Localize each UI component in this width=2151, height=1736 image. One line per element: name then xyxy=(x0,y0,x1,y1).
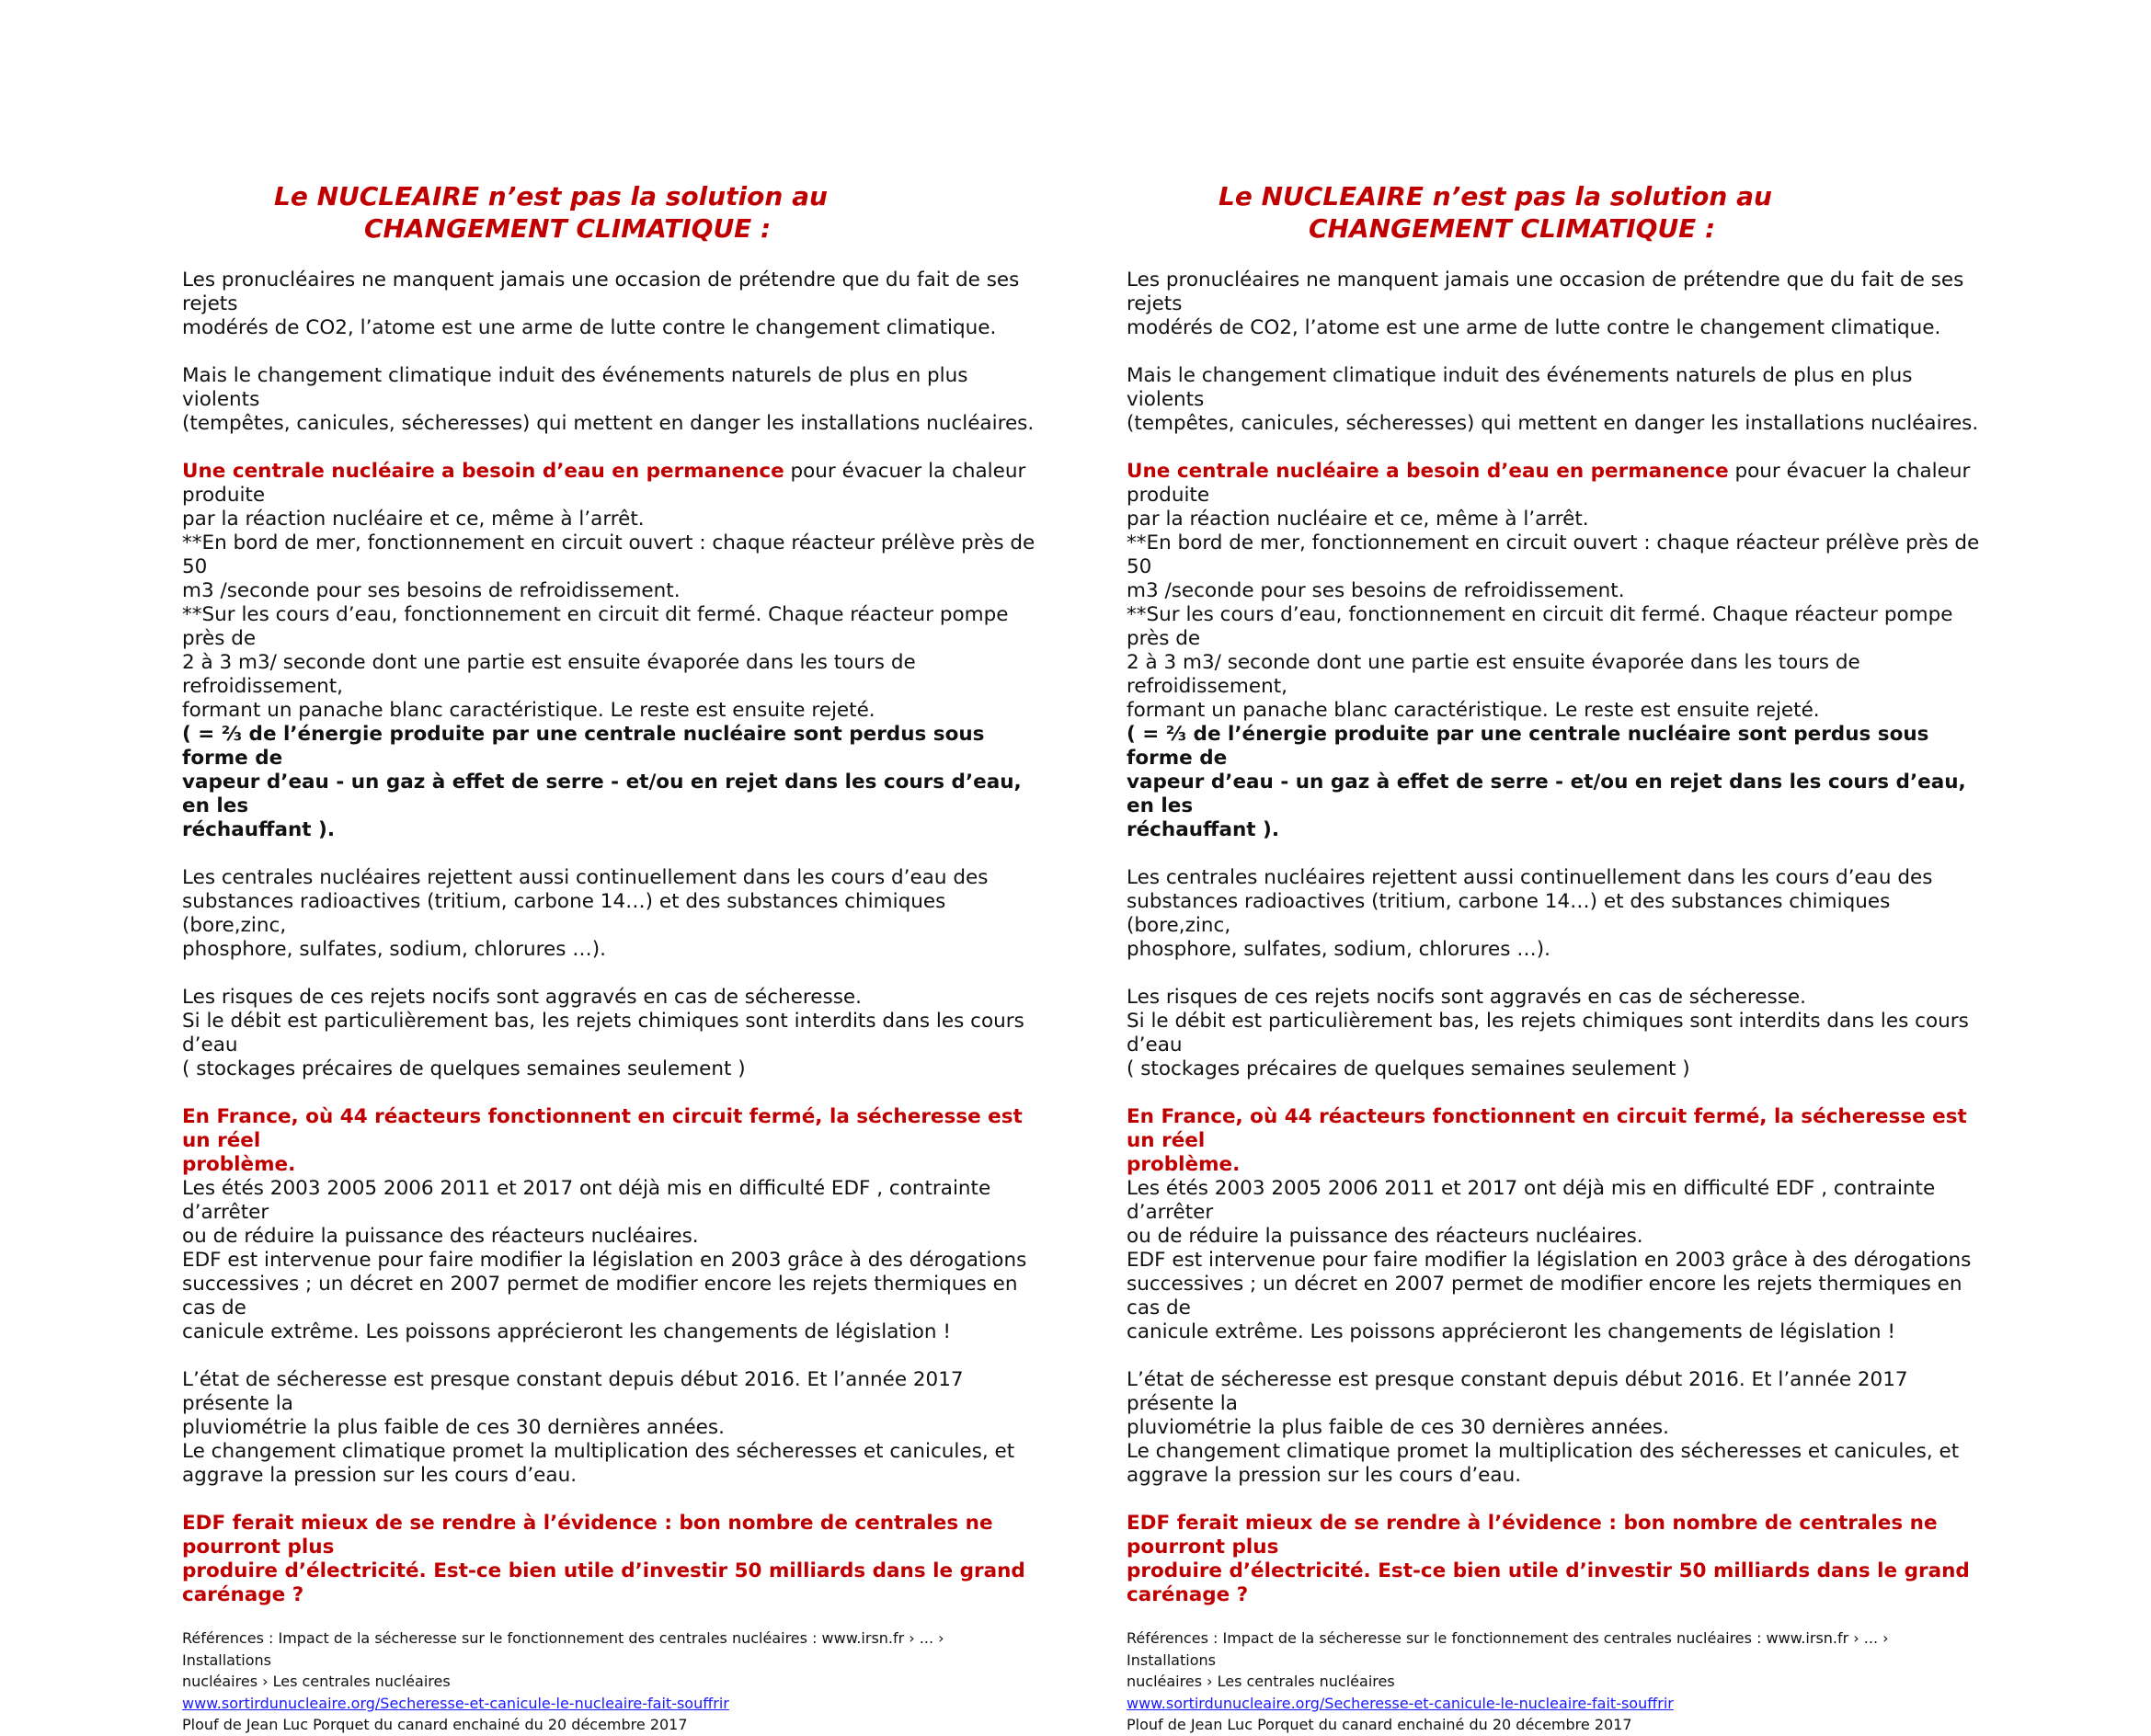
paragraph-risks xyxy=(182,986,1037,1081)
text-line: successives ; un décret en 2007 permet de modifier encore les rejets thermiques en cas de xyxy=(1127,1273,1962,1319)
text-line: aggrave la pression sur les cours d’eau. xyxy=(182,1464,578,1487)
text-line-bold: vapeur d’eau - un gaz à effet de serre - et/ou en rejet dans les cours d’eau, en les xyxy=(1127,771,1966,817)
text-line: Les risques de ces rejets nocifs sont aggravés en cas de sécheresse. xyxy=(182,986,862,1009)
text-line-red: EDF ferait mieux de se rendre à l’évidence : bon nombre de centrales ne pourront plus xyxy=(182,1512,993,1559)
text-line: EDF est intervenue pour faire modifier la législation en 2003 grâce à des dérogations xyxy=(1127,1249,1972,1272)
title-line-1: Le NUCLEAIRE n’est pas la solution au xyxy=(1219,181,1772,211)
text-line: pluviométrie la plus faible de ces 30 dernières années. xyxy=(182,1416,725,1439)
text-line-red: produire d’électricité. Est-ce bien utile d’investir 50 milliards dans le grand carénage ? xyxy=(182,1559,1025,1606)
text-line-bold: ( = ⅔ de l’énergie produite par une centrale nucléaire sont perdus sous forme de xyxy=(182,723,985,770)
text-line: formant un panache blanc caractéristique. Le reste est ensuite rejeté. xyxy=(182,699,875,722)
text-line: successives ; un décret en 2007 permet de modifier encore les rejets thermiques en cas de xyxy=(182,1273,1018,1319)
text-line: ou de réduire la puissance des réacteurs nucléaires. xyxy=(182,1225,699,1248)
text-line: L’état de sécheresse est presque constant depuis début 2016. Et l’année 2017 présente la xyxy=(182,1368,964,1415)
text-line-red: En France, où 44 réacteurs fonctionnent en circuit fermé, la sécheresse est un réel xyxy=(182,1105,1023,1152)
text-line: Les centrales nucléaires rejettent aussi continuellement dans les cours d’eau des xyxy=(1127,866,1933,889)
text-line: Mais le changement climatique induit des événements naturels de plus en plus violents xyxy=(182,364,968,411)
text-line: aggrave la pression sur les cours d’eau. xyxy=(1127,1464,1522,1487)
text-line: m3 /seconde pour ses besoins de refroidissement. xyxy=(1127,579,1625,602)
text-line: modérés de CO2, l’atome est une arme de lutte contre le changement climatique. xyxy=(182,316,997,339)
reference-line: Références : Impact de la sécheresse sur le fonctionnement des centrales nucléaires : www.irsn.fr › ... › Installations xyxy=(1127,1629,1889,1669)
title-line-2: CHANGEMENT CLIMATIQUE : xyxy=(1309,213,1716,244)
text-line: L’état de sécheresse est presque constant depuis début 2016. Et l’année 2017 présente la xyxy=(1127,1368,1908,1415)
reference-link-line xyxy=(1127,1693,1982,1715)
paragraph-intro xyxy=(1127,268,1982,340)
text-line xyxy=(182,460,1037,508)
text-line: canicule extrême. Les poissons apprécieront les changements de législation ! xyxy=(182,1320,952,1343)
paragraph-water xyxy=(182,460,1037,842)
text-line: modérés de CO2, l’atome est une arme de lutte contre le changement climatique. xyxy=(1127,316,1941,339)
text-line: Les risques de ces rejets nocifs sont aggravés en cas de sécheresse. xyxy=(1127,986,1806,1009)
paragraph-danger xyxy=(182,364,1037,436)
text-line: (tempêtes, canicules, sécheresses) qui mettent en danger les installations nucléaires. xyxy=(1127,412,1979,435)
text-line-red: EDF ferait mieux de se rendre à l’évidence : bon nombre de centrales ne pourront plus xyxy=(1127,1512,1938,1559)
text-line-bold: réchauffant ). xyxy=(1127,818,1280,841)
text-line-red: problème. xyxy=(1127,1153,1241,1176)
references xyxy=(182,1628,1037,1736)
text-line: 2 à 3 m3/ seconde dont une partie est ensuite évaporée dans les tours de refroidissement, xyxy=(1127,651,1860,698)
paragraph-conclusion xyxy=(1127,1512,1982,1607)
text-line: Mais le changement climatique induit des événements naturels de plus en plus violents xyxy=(1127,364,1913,411)
reference-line: Plouf de Jean Luc Porquet du canard enchainé du 20 décembre 2017 xyxy=(1127,1716,1632,1733)
paragraph-danger xyxy=(1127,364,1982,436)
text-line: Les étés 2003 2005 2006 2011 et 2017 ont déjà mis en difficulté EDF , contrainte d’arrêter xyxy=(182,1177,991,1224)
reference-link-line xyxy=(182,1693,1037,1715)
flyer-title xyxy=(182,180,1037,245)
text-line: par la réaction nucléaire et ce, même à l’arrêt. xyxy=(182,508,645,531)
text-line: Le changement climatique promet la multiplication des sécheresses et canicules, et xyxy=(1127,1440,1960,1463)
title-line-2: CHANGEMENT CLIMATIQUE : xyxy=(364,213,772,244)
text-line: substances radioactives (tritium, carbone 14…) et des substances chimiques (bore,zinc, xyxy=(1127,890,1891,937)
references xyxy=(1127,1628,1982,1736)
text-line-red: produire d’électricité. Est-ce bien utile d’investir 50 milliards dans le grand carénage ? xyxy=(1127,1559,1970,1606)
paragraph-france xyxy=(182,1105,1037,1344)
reference-line: nucléaires › Les centrales nucléaires xyxy=(1127,1673,1395,1690)
paragraph-drought xyxy=(1127,1368,1982,1488)
text-line: Les étés 2003 2005 2006 2011 et 2017 ont déjà mis en difficulté EDF , contrainte d’arrêter xyxy=(1127,1177,1936,1224)
text-line: **Sur les cours d’eau, fonctionnement en circuit dit fermé. Chaque réacteur pompe près de xyxy=(1127,603,1953,650)
text-line xyxy=(1127,460,1982,508)
text-line-bold: ( = ⅔ de l’énergie produite par une centrale nucléaire sont perdus sous forme de xyxy=(1127,723,1929,770)
paragraph-drought xyxy=(182,1368,1037,1488)
text-line: EDF est intervenue pour faire modifier la législation en 2003 grâce à des dérogations xyxy=(182,1249,1027,1272)
text-line: Les centrales nucléaires rejettent aussi continuellement dans les cours d’eau des xyxy=(182,866,989,889)
text-line: formant un panache blanc caractéristique. Le reste est ensuite rejeté. xyxy=(1127,699,1820,722)
text-line: ( stockages précaires de quelques semaines seulement ) xyxy=(182,1057,746,1080)
text-line: phosphore, sulfates, sodium, chlorures …). xyxy=(1127,938,1551,961)
text-line: **Sur les cours d’eau, fonctionnement en circuit dit fermé. Chaque réacteur pompe près de xyxy=(182,603,1009,650)
paragraph-conclusion xyxy=(182,1512,1037,1607)
paragraph-intro xyxy=(182,268,1037,340)
text-line: pluviométrie la plus faible de ces 30 dernières années. xyxy=(1127,1416,1669,1439)
text-line: **En bord de mer, fonctionnement en circuit ouvert : chaque réacteur prélève près de 50 xyxy=(182,531,1035,578)
text-line-red: En France, où 44 réacteurs fonctionnent en circuit fermé, la sécheresse est un réel xyxy=(1127,1105,1967,1152)
reference-line: Plouf de Jean Luc Porquet du canard enchainé du 20 décembre 2017 xyxy=(182,1716,688,1733)
text-line: Les pronucléaires ne manquent jamais une occasion de prétendre que du fait de ses rejets xyxy=(182,268,1020,315)
text-line: ou de réduire la puissance des réacteurs nucléaires. xyxy=(1127,1225,1643,1248)
text-fragment: pour évacuer la chaleur produite xyxy=(182,460,1026,507)
flyer-title xyxy=(1127,180,1982,245)
text-line: Si le débit est particulièrement bas, les rejets chimiques sont interdits dans les cours d’eau xyxy=(182,1010,1024,1056)
flyer-column-right xyxy=(1127,180,1982,1736)
highlight-red: Une centrale nucléaire a besoin d’eau en permanence xyxy=(182,460,784,483)
text-line: phosphore, sulfates, sodium, chlorures …). xyxy=(182,938,607,961)
text-line-bold: réchauffant ). xyxy=(182,818,336,841)
text-fragment: pour évacuer la chaleur produite xyxy=(1127,460,1971,507)
reference-line: nucléaires › Les centrales nucléaires xyxy=(182,1673,451,1690)
text-line: substances radioactives (tritium, carbone 14…) et des substances chimiques (bore,zinc, xyxy=(182,890,946,937)
text-line: Si le débit est particulièrement bas, les rejets chimiques sont interdits dans les cours d’eau xyxy=(1127,1010,1969,1056)
text-line: par la réaction nucléaire et ce, même à l’arrêt. xyxy=(1127,508,1589,531)
text-line-red: problème. xyxy=(182,1153,296,1176)
paragraph-risks xyxy=(1127,986,1982,1081)
paragraph-releases xyxy=(182,866,1037,962)
text-line: ( stockages précaires de quelques semaines seulement ) xyxy=(1127,1057,1690,1080)
paragraph-releases xyxy=(1127,866,1982,962)
text-line: **En bord de mer, fonctionnement en circuit ouvert : chaque réacteur prélève près de 50 xyxy=(1127,531,1980,578)
text-line: m3 /seconde pour ses besoins de refroidissement. xyxy=(182,579,681,602)
text-line: canicule extrême. Les poissons apprécieront les changements de législation ! xyxy=(1127,1320,1896,1343)
flyer-column-left xyxy=(182,180,1037,1736)
paragraph-water xyxy=(1127,460,1982,842)
text-line-bold: vapeur d’eau - un gaz à effet de serre - et/ou en rejet dans les cours d’eau, en les xyxy=(182,771,1022,817)
reference-line: Références : Impact de la sécheresse sur le fonctionnement des centrales nucléaires : www.irsn.fr › ... › Installations xyxy=(182,1629,944,1669)
title-line-1: Le NUCLEAIRE n’est pas la solution au xyxy=(274,181,828,211)
paragraph-france xyxy=(1127,1105,1982,1344)
reference-link[interactable]: www.sortirdunucleaire.org/Secheresse-et-canicule-le-nucleaire-fait-souffrir xyxy=(182,1694,729,1712)
highlight-red: Une centrale nucléaire a besoin d’eau en permanence xyxy=(1127,460,1729,483)
text-line: (tempêtes, canicules, sécheresses) qui mettent en danger les installations nucléaires. xyxy=(182,412,1035,435)
text-line: Les pronucléaires ne manquent jamais une occasion de prétendre que du fait de ses rejets xyxy=(1127,268,1964,315)
text-line: Le changement climatique promet la multiplication des sécheresses et canicules, et xyxy=(182,1440,1015,1463)
reference-link[interactable]: www.sortirdunucleaire.org/Secheresse-et-canicule-le-nucleaire-fait-souffrir xyxy=(1127,1694,1674,1712)
text-line: 2 à 3 m3/ seconde dont une partie est ensuite évaporée dans les tours de refroidissement, xyxy=(182,651,916,698)
